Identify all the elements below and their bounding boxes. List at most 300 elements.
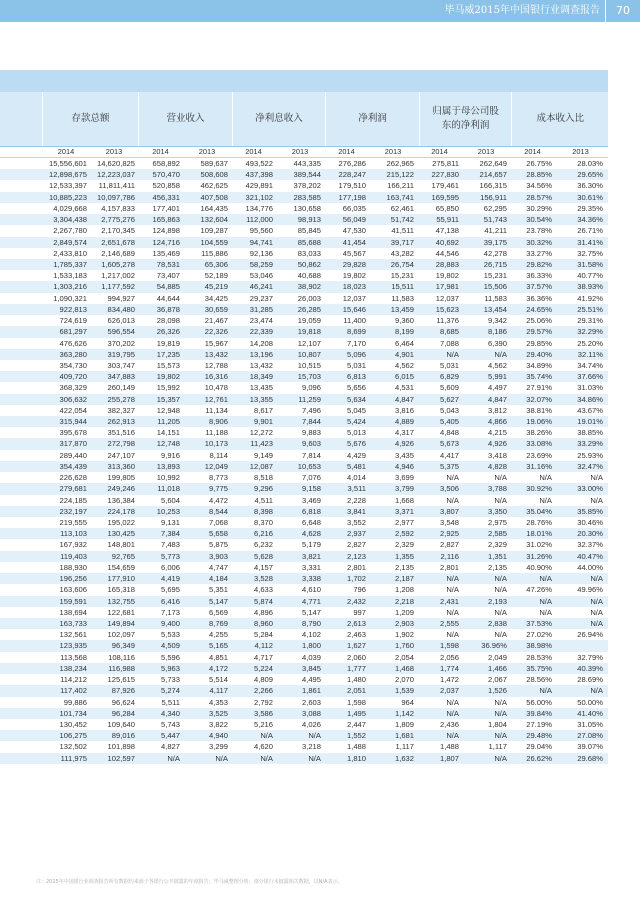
table-cell: 11,134 bbox=[205, 405, 228, 415]
table-cell: 2,070 bbox=[394, 675, 414, 685]
table-cell: 2,603 bbox=[301, 697, 321, 707]
table-cell: 5,216 bbox=[253, 719, 273, 729]
table-cell: 28.57% bbox=[526, 192, 552, 202]
table-cell: 29.82% bbox=[526, 259, 552, 269]
table-cell: 78,531 bbox=[156, 259, 180, 269]
table-cell: 378,202 bbox=[293, 181, 321, 191]
table-row bbox=[0, 450, 608, 461]
table-cell: 4,610 bbox=[301, 585, 321, 595]
table-cell: 1,539 bbox=[394, 686, 414, 696]
table-cell: 4,340 bbox=[160, 708, 180, 718]
table-cell: 167,932 bbox=[59, 540, 87, 550]
table-cell: 39.07% bbox=[577, 742, 603, 752]
table-cell: N/A bbox=[539, 495, 552, 505]
table-cell: 32.37% bbox=[577, 540, 603, 550]
table-cell: 31.02% bbox=[526, 540, 552, 550]
table-cell: 40.47% bbox=[577, 551, 603, 561]
table-cell: 570,470 bbox=[152, 170, 180, 180]
table-cell: 2,613 bbox=[346, 618, 366, 628]
table-row bbox=[0, 551, 608, 562]
table-cell: 106,275 bbox=[59, 731, 87, 741]
table-cell: 1,605,278 bbox=[101, 259, 135, 269]
table-cell: 11,018 bbox=[157, 484, 180, 494]
table-cell: 196,256 bbox=[59, 574, 87, 584]
table-cell: 38.85% bbox=[577, 428, 603, 438]
table-cell: 1,355 bbox=[394, 551, 414, 561]
table-cell: N/A bbox=[590, 607, 603, 617]
table-cell: 2,135 bbox=[487, 562, 507, 572]
year-label: 2013 bbox=[572, 147, 589, 156]
table-cell: 12,788 bbox=[204, 360, 228, 370]
table-row bbox=[0, 685, 608, 696]
table-row bbox=[0, 596, 608, 607]
table-cell: 12,037 bbox=[342, 293, 366, 303]
table-cell: 4,497 bbox=[487, 383, 507, 393]
table-cell: 5,045 bbox=[346, 405, 366, 415]
table-cell: 14,620,825 bbox=[96, 159, 135, 168]
table-cell: 4,847 bbox=[394, 394, 414, 404]
table-cell: 4,628 bbox=[301, 529, 321, 539]
table-header-row bbox=[0, 92, 608, 147]
table-cell: 22,339 bbox=[249, 327, 273, 337]
table-cell: N/A bbox=[539, 607, 552, 617]
table-cell: 20.30% bbox=[577, 529, 603, 539]
table-cell: 19,819 bbox=[156, 338, 180, 348]
table-cell: 113,568 bbox=[60, 652, 87, 662]
table-cell: 6,006 bbox=[160, 562, 180, 572]
table-cell: 85,845 bbox=[297, 226, 321, 236]
table-cell: 117,402 bbox=[60, 686, 87, 696]
table-cell: 34.86% bbox=[577, 394, 603, 404]
table-cell: 283,585 bbox=[293, 192, 321, 202]
table-cell: 6,569 bbox=[208, 607, 228, 617]
table-cell: 4,172 bbox=[208, 663, 228, 673]
table-cell: N/A bbox=[494, 708, 507, 718]
table-cell: 19,802 bbox=[156, 372, 180, 382]
table-cell: 4,029,668 bbox=[53, 203, 87, 213]
table-cell: 1,668 bbox=[394, 495, 414, 505]
table-cell: 29.65% bbox=[577, 170, 603, 180]
table-cell: 169,595 bbox=[431, 192, 459, 202]
table-cell: 5,533 bbox=[160, 630, 180, 640]
table-cell: 65,850 bbox=[435, 203, 459, 213]
table-cell: 2,436 bbox=[439, 719, 459, 729]
table-cell: 347,883 bbox=[107, 372, 135, 382]
table-row bbox=[0, 237, 608, 248]
footnote: 注：2015年中国银行业调查报告所有数据均来源于各银行公开披露的年度报告；毕马威整理分析；部分银行未披露相关数据，以N/A表示。 bbox=[36, 879, 343, 885]
table-cell: 46,241 bbox=[249, 282, 273, 292]
table-cell: 38.26% bbox=[526, 428, 552, 438]
table-cell: 227,830 bbox=[431, 170, 459, 180]
report-title: 毕马威2015年中国银行业调查报告 bbox=[444, 5, 600, 16]
table-cell: 5,351 bbox=[208, 585, 228, 595]
table-cell: 5,596 bbox=[160, 652, 180, 662]
table-cell: 10,253 bbox=[156, 506, 180, 516]
table-cell: 5,658 bbox=[208, 529, 228, 539]
table-cell: 4,562 bbox=[487, 360, 507, 370]
table-cell: 2,925 bbox=[439, 529, 459, 539]
table-cell: N/A bbox=[494, 731, 507, 741]
table-cell: 27.19% bbox=[526, 719, 552, 729]
table-cell: 2,060 bbox=[346, 652, 366, 662]
table-cell: 25.93% bbox=[577, 450, 603, 460]
table-cell: 38.81% bbox=[526, 405, 552, 415]
table-cell: 28.56% bbox=[526, 675, 552, 685]
table-cell: 368,329 bbox=[59, 383, 87, 393]
table-row bbox=[0, 225, 608, 236]
table-cell: N/A bbox=[446, 697, 459, 707]
table-cell: 409,720 bbox=[59, 372, 87, 382]
table-cell: 27.91% bbox=[526, 383, 552, 393]
table-cell: 3,812 bbox=[487, 405, 507, 415]
table-cell: 66,035 bbox=[342, 203, 366, 213]
table-cell: 15,231 bbox=[390, 271, 414, 281]
table-cell: 1,526 bbox=[487, 686, 507, 696]
table-cell: 96,624 bbox=[111, 697, 135, 707]
table-cell: 429,891 bbox=[245, 181, 273, 191]
table-cell: 15,511 bbox=[391, 282, 414, 292]
table-cell: 99,886 bbox=[63, 697, 87, 707]
table-cell: 132,561 bbox=[59, 630, 87, 640]
table-cell: 102,097 bbox=[107, 630, 135, 640]
table-cell: N/A bbox=[494, 753, 507, 763]
year-label: 2013 bbox=[198, 147, 216, 156]
table-cell: 148,801 bbox=[107, 540, 135, 550]
table-cell: 5,096 bbox=[346, 349, 366, 359]
table-cell: 125,615 bbox=[107, 675, 135, 685]
table-cell: 8,960 bbox=[253, 618, 273, 628]
table-cell: 1,598 bbox=[439, 641, 459, 651]
table-cell: 65,306 bbox=[204, 259, 228, 269]
table-cell: 354,730 bbox=[59, 360, 87, 370]
year-label: 2013 bbox=[291, 147, 309, 156]
table-cell: 1,632 bbox=[394, 753, 414, 763]
table-cell: 2,447 bbox=[346, 719, 366, 729]
table-cell: 135,469 bbox=[152, 248, 180, 258]
table-cell: 19.01% bbox=[577, 417, 603, 427]
table-cell: 5,514 bbox=[208, 675, 228, 685]
table-cell: 58,259 bbox=[249, 259, 273, 269]
table-cell: 2,555 bbox=[439, 618, 459, 628]
table-cell: 3,822 bbox=[208, 719, 228, 729]
table-cell: 4,419 bbox=[160, 574, 180, 584]
table-cell: 62,461 bbox=[390, 203, 414, 213]
table-cell: 4,429 bbox=[346, 450, 366, 460]
table-cell: 315,944 bbox=[59, 417, 87, 427]
table-cell: 1,902 bbox=[394, 630, 414, 640]
table-cell: 2,123 bbox=[346, 551, 366, 561]
table-cell: 95,560 bbox=[249, 226, 273, 236]
table-cell: 9,296 bbox=[253, 484, 273, 494]
table-cell: 22,326 bbox=[204, 327, 228, 337]
financial-data-table bbox=[0, 70, 608, 764]
year-label: 2014 bbox=[524, 147, 541, 156]
table-cell: 8,199 bbox=[394, 327, 414, 337]
table-row bbox=[0, 416, 608, 427]
column-header-operating-income: 营业收入 bbox=[138, 92, 232, 146]
table-cell: 115,886 bbox=[201, 248, 228, 258]
table-cell: 2,775,276 bbox=[101, 215, 135, 225]
table-cell: N/A bbox=[494, 585, 507, 595]
table-cell: 18,349 bbox=[249, 372, 273, 382]
table-cell: 43,282 bbox=[390, 248, 414, 258]
table-cell: 44,644 bbox=[156, 293, 180, 303]
table-cell: 35.75% bbox=[526, 663, 552, 673]
table-cell: 40.39% bbox=[577, 663, 603, 673]
table-cell: 3,841 bbox=[346, 506, 366, 516]
table-cell: N/A bbox=[308, 753, 321, 763]
table-cell: 5,284 bbox=[253, 630, 273, 640]
table-cell: 370,202 bbox=[107, 338, 135, 348]
table-cell: 5,224 bbox=[253, 663, 273, 673]
table-cell: 16,316 bbox=[204, 372, 228, 382]
year-label: 2013 bbox=[477, 147, 495, 156]
table-cell: 14,208 bbox=[249, 338, 273, 348]
table-cell: 104,559 bbox=[200, 237, 228, 247]
table-cell: 9,603 bbox=[301, 439, 321, 449]
table-cell: 247,107 bbox=[107, 450, 135, 460]
table-cell bbox=[555, 640, 606, 651]
table-cell: 34.89% bbox=[526, 360, 552, 370]
table-cell: 922,813 bbox=[59, 304, 87, 314]
table-cell: 53,046 bbox=[249, 271, 273, 281]
table-cell: 108,116 bbox=[108, 652, 135, 662]
table-cell: 5,274 bbox=[160, 686, 180, 696]
table-cell: 6,232 bbox=[253, 540, 273, 550]
table-cell: N/A bbox=[494, 349, 507, 359]
table-cell: 31.41% bbox=[577, 237, 603, 247]
table-cell: 8,790 bbox=[301, 618, 321, 628]
table-cell: 2,432 bbox=[346, 596, 366, 606]
table-cell: 3,552 bbox=[346, 518, 366, 527]
table-row bbox=[0, 180, 608, 191]
table-cell: 3,469 bbox=[301, 495, 321, 505]
table-cell: 40.90% bbox=[526, 562, 552, 572]
table-cell: 29.57% bbox=[526, 327, 552, 337]
table-cell: 37.57% bbox=[526, 282, 552, 292]
table-cell: 2,193 bbox=[487, 596, 507, 606]
table-cell: 796 bbox=[353, 585, 366, 595]
table-cell: 43.67% bbox=[577, 405, 603, 415]
table-cell: 8,518 bbox=[253, 473, 273, 483]
table-cell: N/A bbox=[260, 753, 273, 763]
table-cell: 5,676 bbox=[346, 439, 366, 449]
year-label: 2014 bbox=[245, 147, 262, 156]
table-cell: 41,454 bbox=[342, 237, 366, 247]
table-cell: 382,327 bbox=[107, 405, 135, 415]
table-cell: 188,930 bbox=[59, 562, 87, 572]
table-cell: 27.08% bbox=[577, 731, 603, 741]
table-cell: 179,510 bbox=[338, 181, 366, 191]
table-cell: 35.74% bbox=[526, 372, 552, 382]
table-row bbox=[0, 528, 608, 539]
table-cell: 138,694 bbox=[59, 607, 87, 617]
table-cell: 5,695 bbox=[160, 585, 180, 595]
table-cell: 132,755 bbox=[107, 596, 135, 606]
table-cell: 26,285 bbox=[297, 304, 321, 314]
table-cell: 12,948 bbox=[156, 405, 180, 415]
table-cell: 51,743 bbox=[483, 215, 507, 225]
table-cell: 26.75% bbox=[526, 159, 552, 168]
table-cell: 4,901 bbox=[394, 349, 414, 359]
table-cell: 4,809 bbox=[253, 675, 273, 685]
table-cell: 109,640 bbox=[107, 719, 135, 729]
table-cell: 1,351 bbox=[487, 551, 507, 561]
table-cell: 32.29% bbox=[577, 327, 603, 337]
table-cell: 30,659 bbox=[204, 304, 228, 314]
table-cell: 5,743 bbox=[160, 719, 180, 729]
table-cell: 8,370 bbox=[253, 518, 273, 527]
table-cell: 38.93% bbox=[577, 282, 603, 292]
table-row bbox=[0, 304, 608, 315]
table-row bbox=[0, 405, 608, 416]
table-cell: 8,699 bbox=[346, 327, 366, 337]
table-cell: N/A bbox=[539, 574, 552, 584]
table-cell: 4,509 bbox=[160, 641, 180, 651]
table-cell: 2,146,689 bbox=[101, 248, 135, 258]
table-cell: 1,861 bbox=[301, 686, 321, 696]
table-cell: N/A bbox=[539, 686, 552, 696]
table-cell: 101,898 bbox=[107, 742, 135, 752]
table-cell: 214,657 bbox=[479, 170, 507, 180]
table-cell: 1,681 bbox=[394, 731, 414, 741]
table-cell: 5,031 bbox=[439, 360, 459, 370]
table-cell: 1,552 bbox=[346, 731, 366, 741]
table-cell: 9,131 bbox=[160, 518, 180, 527]
table-cell: 3,903 bbox=[208, 551, 228, 561]
table-cell: 29,828 bbox=[342, 259, 366, 269]
table-cell: 1,303,216 bbox=[53, 282, 87, 292]
table-cell: 12,761 bbox=[204, 394, 228, 404]
table-cell: 289,440 bbox=[59, 450, 87, 460]
table-cell: 1,090,321 bbox=[53, 293, 87, 303]
table-cell: 1,142 bbox=[394, 708, 414, 718]
table-cell: 73,407 bbox=[156, 271, 180, 281]
table-cell: 24.65% bbox=[526, 304, 552, 314]
table-cell: 177,910 bbox=[107, 574, 135, 584]
table-cell: 9,342 bbox=[487, 316, 507, 326]
table-cell: 2,431 bbox=[439, 596, 459, 606]
table-cell: 11,376 bbox=[436, 316, 459, 326]
table-cell: 7,068 bbox=[208, 518, 228, 527]
table-cell: 262,913 bbox=[107, 417, 135, 427]
table-cell: 36.30% bbox=[577, 181, 603, 191]
table-cell: 30.54% bbox=[526, 215, 552, 225]
table-cell: 199,805 bbox=[107, 473, 135, 483]
table-cell: 34.74% bbox=[577, 360, 603, 370]
table-row bbox=[0, 674, 608, 685]
table-cell: 5,875 bbox=[208, 540, 228, 550]
column-header-deposits: 存款总额 bbox=[42, 92, 139, 146]
table-cell: N/A bbox=[308, 731, 321, 741]
table-cell: N/A bbox=[215, 753, 228, 763]
table-cell: N/A bbox=[167, 753, 180, 763]
table-cell: N/A bbox=[494, 495, 507, 505]
table-cell: N/A bbox=[446, 349, 459, 359]
table-cell: 3,088 bbox=[301, 708, 321, 718]
table-cell: 1,777 bbox=[346, 663, 366, 673]
table-cell: 5,628 bbox=[253, 551, 273, 561]
table-cell: 12,037 bbox=[435, 293, 459, 303]
table-cell: 4,317 bbox=[394, 428, 414, 438]
table-cell: 98,913 bbox=[297, 215, 321, 225]
table-cell: 4,926 bbox=[394, 439, 414, 449]
table-cell: 32.79% bbox=[577, 652, 603, 662]
table-cell: 3,331 bbox=[301, 562, 321, 572]
table-cell: 38.98% bbox=[526, 641, 552, 651]
table-cell: 2,792 bbox=[253, 697, 273, 707]
table-row bbox=[0, 483, 608, 494]
column-header-net-interest-income: 净利息收入 bbox=[232, 92, 326, 146]
table-cell: 37.53% bbox=[526, 618, 552, 628]
table-cell: 132,502 bbox=[59, 742, 87, 752]
table-cell: 11,583 bbox=[484, 293, 507, 303]
table-row bbox=[0, 158, 608, 169]
table-cell: 101,734 bbox=[59, 708, 87, 718]
table-cell: 159,591 bbox=[59, 596, 87, 606]
table-row bbox=[0, 607, 608, 618]
table-cell: 2,218 bbox=[394, 596, 414, 606]
table-row bbox=[0, 730, 608, 741]
table-cell: 87,926 bbox=[111, 686, 135, 696]
table-cell: 724,619 bbox=[59, 316, 87, 326]
table-cell: 10,173 bbox=[204, 439, 228, 449]
table-cell: 2,116 bbox=[440, 551, 459, 561]
year-label: 2014 bbox=[431, 147, 448, 156]
table-cell: 179,461 bbox=[431, 181, 459, 191]
table-cell: 44,546 bbox=[435, 248, 459, 258]
table-cell: 462,625 bbox=[200, 181, 228, 191]
table-cell: 4,562 bbox=[394, 360, 414, 370]
table-row bbox=[0, 719, 608, 730]
table-row bbox=[0, 517, 608, 528]
table-cell: 13,355 bbox=[249, 394, 273, 404]
year-label: 2013 bbox=[105, 147, 123, 156]
table-cell: 3,528 bbox=[253, 574, 273, 584]
table-cell: 5,733 bbox=[160, 675, 180, 685]
table-cell: 1,177,592 bbox=[101, 282, 135, 292]
table-row bbox=[0, 382, 608, 393]
table-cell: 177,401 bbox=[152, 203, 180, 213]
table-cell: 109,287 bbox=[200, 226, 228, 236]
year-label: 2014 bbox=[338, 147, 355, 156]
table-cell: 28.76% bbox=[526, 518, 552, 527]
table-cell: 62,295 bbox=[483, 203, 507, 213]
table-cell: 1,785,337 bbox=[53, 259, 87, 269]
table-cell: 18,023 bbox=[342, 282, 366, 292]
table-cell: 130,452 bbox=[59, 719, 87, 729]
table-cell: 11,400 bbox=[343, 316, 366, 326]
table-cell: 2,838 bbox=[487, 618, 507, 628]
table-cell: 8,398 bbox=[253, 506, 273, 516]
table-cell: N/A bbox=[590, 574, 603, 584]
table-cell: 407,508 bbox=[200, 192, 228, 202]
table-cell: 5,874 bbox=[253, 596, 273, 606]
table-cell: 4,848 bbox=[439, 428, 459, 438]
table-cell: 476,626 bbox=[59, 338, 87, 348]
table-cell: 1,488 bbox=[346, 742, 366, 752]
table-cell: 28.85% bbox=[526, 170, 552, 180]
table-cell: 38,902 bbox=[297, 282, 321, 292]
table-cell: 5,375 bbox=[439, 461, 459, 471]
top-banner bbox=[0, 0, 640, 22]
table-cell: 456,331 bbox=[152, 192, 180, 202]
table-cell: 4,157 bbox=[253, 562, 273, 572]
table-cell: 2,801 bbox=[439, 562, 459, 572]
column-header-parent-net-profit: 归属于母公司股东的净利润 bbox=[419, 92, 512, 146]
table-cell: 149,894 bbox=[107, 618, 135, 628]
page-number: 70 bbox=[605, 0, 640, 22]
